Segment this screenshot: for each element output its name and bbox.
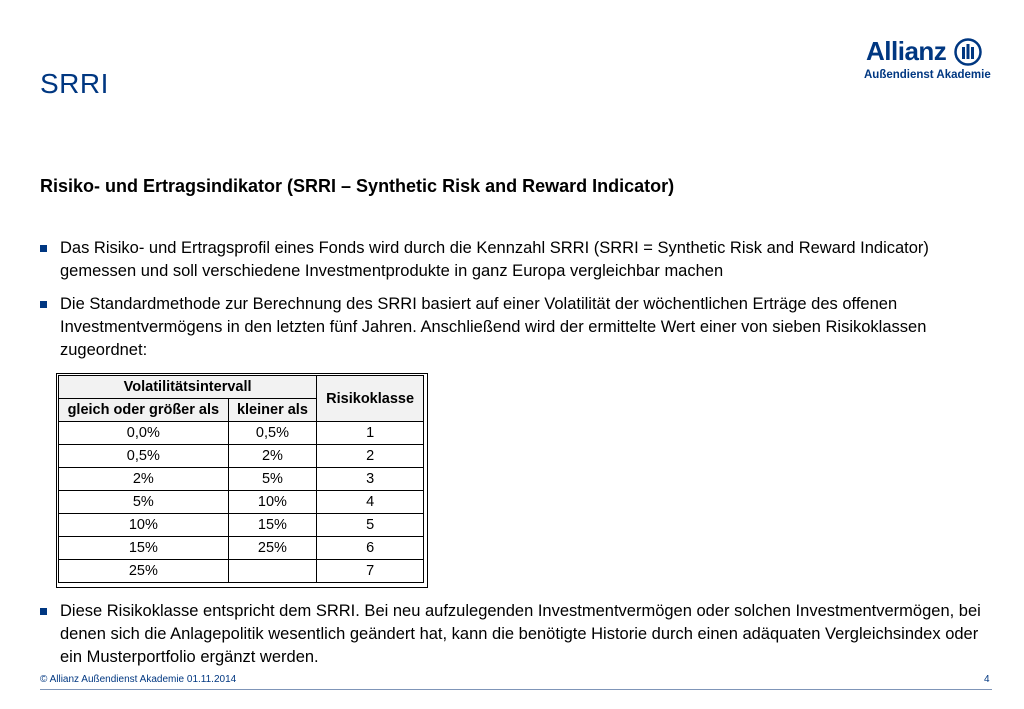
table-cell: 1 <box>317 422 424 445</box>
table-cell: 6 <box>317 537 424 560</box>
bullet-item <box>40 293 1000 362</box>
bullet-text: Die Standardmethode zur Berechnung des SRRI basiert auf einer Volatilität der wöchentlichen Erträge des offenen Investmentvermögens in den letzten fünf Jahren. Anschließend wird der ermittelte Wert einer von sieben Risikoklassen zugeordnet: <box>60 295 927 359</box>
bullet-text: Das Risiko- und Ertragsprofil eines Fonds wird durch die Kennzahl SRRI (SRRI = Synthetic Risk and Reward Indicator) gemessen und soll verschiedene Investmentprodukte in ganz Europa vergleichbar machen <box>60 239 929 280</box>
bullet-square-icon <box>40 245 47 252</box>
section-heading: Risiko- und Ertragsindikator (SRRI – Synthetic Risk and Reward Indicator) <box>40 176 675 196</box>
logo-subtitle: Außendienst Akademie <box>864 69 991 81</box>
table-header-risikoklasse: Risikoklasse <box>317 376 424 422</box>
table-cell: 25% <box>59 560 229 583</box>
table-header-min: gleich oder größer als <box>59 399 229 422</box>
logo-wordmark: Allianz <box>866 36 947 66</box>
table-row <box>59 422 424 445</box>
bullet-square-icon <box>40 301 47 308</box>
table-row <box>59 445 424 468</box>
table-cell: 7 <box>317 560 424 583</box>
table-cell: 5% <box>228 468 317 491</box>
table-group-header: Volatilitätsintervall <box>59 376 317 399</box>
table-cell: 2 <box>317 445 424 468</box>
footer-divider <box>40 689 992 690</box>
table-row <box>59 537 424 560</box>
bullet-text: Diese Risikoklasse entspricht dem SRRI. Bei neu aufzulegenden Investmentvermögen oder solchen Investmentvermögen, bei denen sich die Anlagepolitik wesentlich geändert hat, kann die benötigte Historie durch einen adäquaten Vergleichsindex oder ein Musterportfolio ergänzt werden. <box>60 602 981 666</box>
table-cell: 5% <box>59 491 229 514</box>
table-row <box>59 560 424 583</box>
table-cell: 4 <box>317 491 424 514</box>
table-cell <box>228 560 317 583</box>
table-cell: 0,0% <box>59 422 229 445</box>
footer-copyright: © Allianz Außendienst Akademie 01.11.2014 <box>40 674 237 685</box>
table-cell: 2% <box>228 445 317 468</box>
table-cell: 15% <box>228 514 317 537</box>
table-cell: 3 <box>317 468 424 491</box>
table-header-max: kleiner als <box>228 399 317 422</box>
page-title: SRRI <box>40 68 109 99</box>
bullet-square-icon <box>40 608 47 615</box>
volatility-table <box>58 375 424 583</box>
allianz-logo <box>858 36 991 86</box>
table-cell: 5 <box>317 514 424 537</box>
table-row <box>59 491 424 514</box>
table-cell: 10% <box>228 491 317 514</box>
table-cell: 15% <box>59 537 229 560</box>
page-number: 4 <box>984 674 990 685</box>
bullet-item <box>40 600 1000 669</box>
table-cell: 25% <box>228 537 317 560</box>
table-row <box>59 468 424 491</box>
table-cell: 0,5% <box>59 445 229 468</box>
table-row <box>59 514 424 537</box>
bullet-item <box>40 237 1000 283</box>
table-cell: 10% <box>59 514 229 537</box>
table-cell: 0,5% <box>228 422 317 445</box>
allianz-eagle-icon <box>954 38 982 66</box>
table-cell: 2% <box>59 468 229 491</box>
